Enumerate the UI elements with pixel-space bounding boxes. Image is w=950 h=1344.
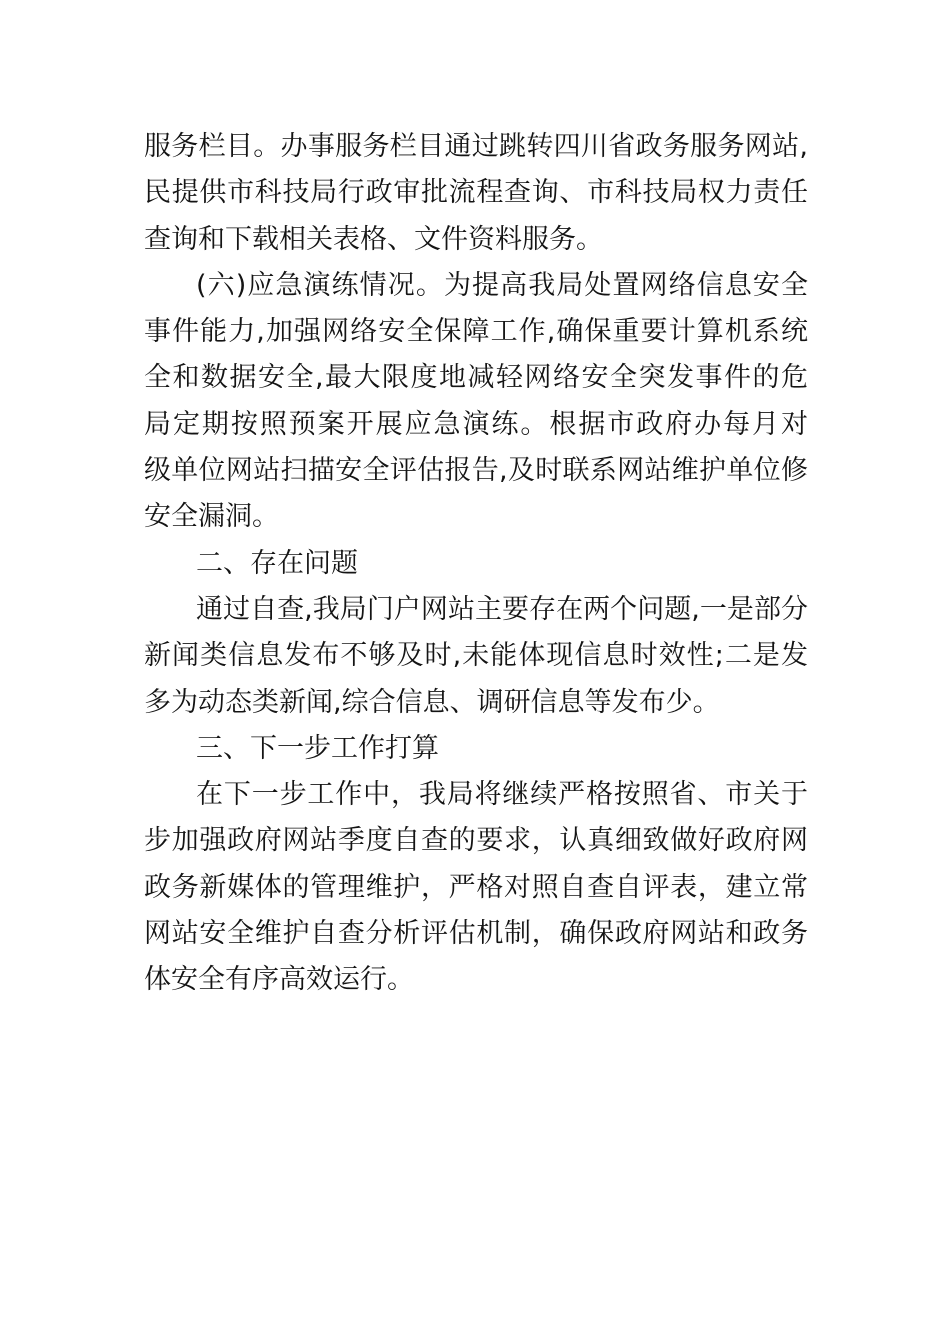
text-line: 多为动态类新闻,综合信息、调研信息等发布少。 (144, 686, 720, 718)
section-heading-six: (六)应急演练情况。为提高我局处置网络信息安全 (196, 269, 808, 301)
text-line: 新闻类信息发布不够及时,未能体现信息时效性;二是发 (144, 640, 808, 672)
text-line: 网站安全维护自查分析评估机制，确保政府网站和政务 (144, 918, 808, 950)
document-body (144, 124, 808, 1004)
text-line: 安全漏洞。 (144, 501, 279, 533)
text-line: 民提供市科技局行政审批流程查询、市科技局权力责任 (144, 177, 808, 209)
text-line: 级单位网站扫描安全评估报告,及时联系网站维护单位修 (144, 455, 808, 487)
section-heading-issues: 二、存在问题 (196, 547, 358, 579)
text-line: 体安全有序高效运行。 (144, 964, 414, 996)
text-line: 步加强政府网站季度自查的要求，认真细致做好政府网 (144, 825, 808, 857)
text-line: 全和数据安全,最大限度地减轻网络安全突发事件的危 (144, 362, 808, 394)
text-line: 服务栏目。办事服务栏目通过跳转四川省政务服务网站, (144, 131, 808, 162)
section-heading-next-steps: 三、下一步工作打算 (196, 732, 439, 764)
text-line: 事件能力,加强网络安全保障工作,确保重要计算机系统 (144, 316, 808, 348)
text-line: 通过自查,我局门户网站主要存在两个问题,一是部分 (196, 593, 808, 625)
text-line: 局定期按照预案开展应急演练。根据市政府办每月对 (144, 408, 808, 440)
text-line: 查询和下载相关表格、文件资料服务。 (144, 223, 603, 255)
text-line: 在下一步工作中，我局将继续严格按照省、市关于 (196, 779, 808, 811)
text-line: 政务新媒体的管理维护，严格对照自查自评表，建立常 (144, 871, 808, 903)
